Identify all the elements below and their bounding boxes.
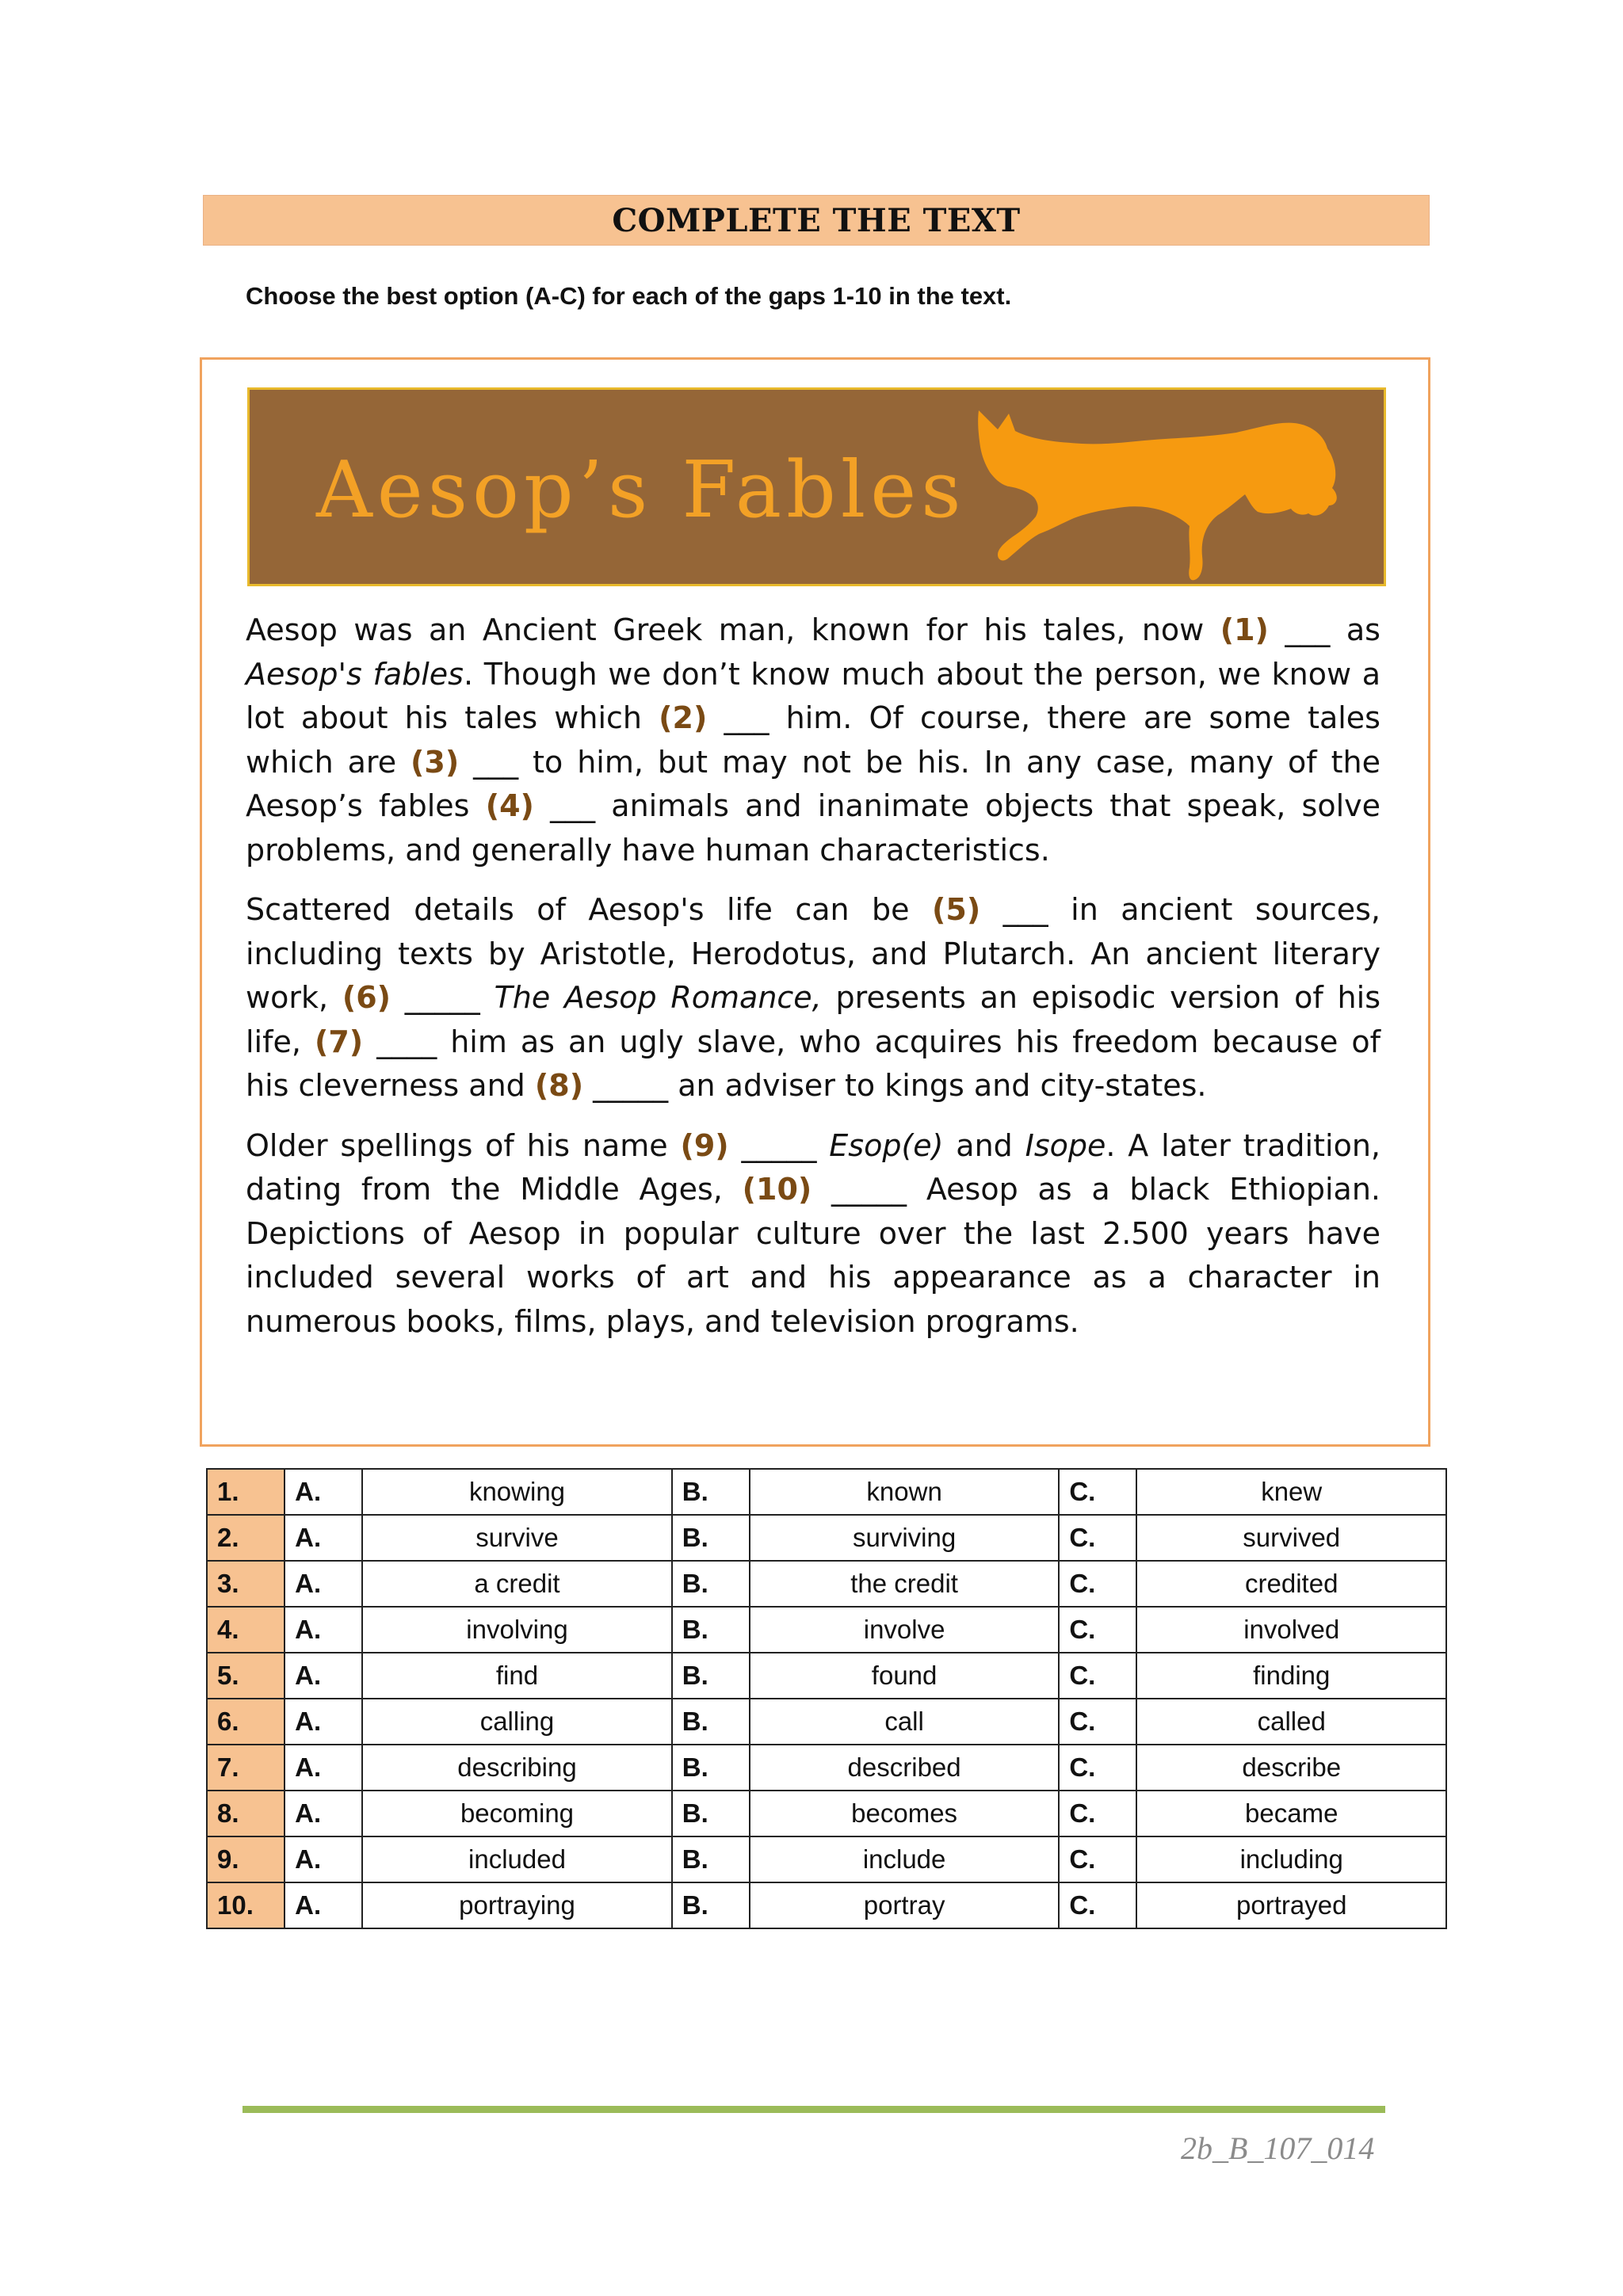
option-letter-b: B. [672,1561,750,1607]
gap-marker-3: (3) [411,744,460,780]
option-letter-a: A. [285,1745,362,1791]
italic-title: The Aesop Romance, [494,980,822,1015]
option-c: knew [1136,1469,1446,1515]
option-b: described [750,1745,1059,1791]
option-letter-a: A. [285,1882,362,1928]
option-b: becomes [750,1791,1059,1836]
question-number: 4. [207,1607,285,1653]
option-a: involving [362,1607,671,1653]
text-run: Older spellings of his name [246,1127,681,1163]
section-title: COMPLETE THE TEXT [612,201,1021,239]
question-number: 3. [207,1561,285,1607]
text-run: _____ Aesop as a black Ethiopian. Depictions of Aesop in popular culture over the last 2.500 years have included several works of art and his appearance as a character in numerous books, films, plays, and television programs. [246,1172,1381,1339]
option-c: portrayed [1136,1882,1446,1928]
option-letter-a: A. [285,1836,362,1882]
option-c: called [1136,1699,1446,1745]
italic-title: Aesop's fables [246,656,464,692]
option-letter-c: C. [1059,1607,1136,1653]
option-b: include [750,1836,1059,1882]
option-b: portray [750,1882,1059,1928]
option-letter-c: C. [1059,1836,1136,1882]
text-run: presents an episodic version of his life, [246,980,1381,1059]
gap-marker-6: (6) [342,980,391,1015]
option-a: survive [362,1515,671,1561]
text-run: . Though we don’t know much about the person, we know a lot about his tales which [246,656,1381,735]
option-c: involved [1136,1607,1446,1653]
answer-row [207,1745,1446,1791]
question-number: 6. [207,1699,285,1745]
worksheet-code: 2b_B_107_014 [1181,2130,1375,2166]
answer-row [207,1836,1446,1882]
instruction-text: Choose the best option (A-C) for each of the gaps 1-10 in the text. [246,282,1012,310]
option-letter-b: B. [672,1699,750,1745]
option-a: a credit [362,1561,671,1607]
option-letter-a: A. [285,1653,362,1699]
text-run: _____ an adviser to kings and city-states. [583,1068,1207,1103]
answer-row [207,1515,1446,1561]
answer-row [207,1653,1446,1699]
option-letter-a: A. [285,1607,362,1653]
paragraph-2 [246,888,1381,1108]
text-run: Scattered details of Aesop's life can be [246,892,933,927]
answer-row [207,1469,1446,1515]
option-letter-c: C. [1059,1469,1136,1515]
option-a: included [362,1836,671,1882]
paragraph-1 [246,608,1381,872]
gap-marker-9: (9) [680,1127,729,1163]
gap-marker-2: (2) [659,700,708,735]
option-c: including [1136,1836,1446,1882]
option-c: became [1136,1791,1446,1836]
question-number: 10. [207,1882,285,1928]
text-run: Aesop was an Ancient Greek man, known for his tales, now [246,612,1220,647]
gap-marker-1: (1) [1220,612,1269,647]
option-a: knowing [362,1469,671,1515]
gap-marker-7: (7) [314,1024,364,1059]
question-number: 5. [207,1653,285,1699]
question-number: 8. [207,1791,285,1836]
option-letter-b: B. [672,1515,750,1561]
option-b: known [750,1469,1059,1515]
option-letter-b: B. [672,1653,750,1699]
fox-silhouette-icon [963,395,1375,585]
text-run: ___ him. Of course, there are some tales which are [246,700,1381,780]
answer-row [207,1791,1446,1836]
text-run: _____ [391,980,495,1015]
option-letter-c: C. [1059,1653,1136,1699]
text-run: ___ in ancient sources, including texts by Aristotle, Herodotus, and Plutarch. An ancient literary work, [246,892,1381,1015]
option-letter-a: A. [285,1699,362,1745]
banner-title: Aesop’s Fables [316,445,966,536]
answer-row [207,1561,1446,1607]
answer-row [207,1607,1446,1653]
footer-divider [242,2106,1385,2113]
aesop-banner [247,387,1386,586]
option-letter-c: C. [1059,1882,1136,1928]
text-run: and [943,1127,1025,1163]
option-letter-b: B. [672,1607,750,1653]
option-letter-b: B. [672,1836,750,1882]
paragraph-3 [246,1124,1381,1344]
option-letter-c: C. [1059,1745,1136,1791]
option-c: survived [1136,1515,1446,1561]
option-a: portraying [362,1882,671,1928]
option-letter-c: C. [1059,1699,1136,1745]
gap-marker-5: (5) [932,892,981,927]
option-letter-b: B. [672,1745,750,1791]
option-letter-c: C. [1059,1561,1136,1607]
question-number: 1. [207,1469,285,1515]
option-c: credited [1136,1561,1446,1607]
option-letter-a: A. [285,1791,362,1836]
answer-row [207,1699,1446,1745]
gap-marker-10: (10) [742,1172,812,1207]
option-a: find [362,1653,671,1699]
option-b: call [750,1699,1059,1745]
question-number: 2. [207,1515,285,1561]
option-a: becoming [362,1791,671,1836]
gap-marker-4: (4) [485,788,534,823]
text-run: ____ him as an ugly slave, who acquires his freedom because of his cleverness and [246,1024,1381,1103]
text-run: . A later tradition, dating from the Middle Ages, [246,1127,1381,1207]
option-letter-a: A. [285,1515,362,1561]
question-number: 9. [207,1836,285,1882]
text-run: ___ as [1268,612,1381,647]
text-run: _____ [728,1127,830,1163]
text-run: ___ to him, but may not be his. In any case, many of the Aesop’s fables [246,744,1381,823]
answer-options-table [206,1468,1447,1929]
option-letter-b: B. [672,1791,750,1836]
option-b: involve [750,1607,1059,1653]
option-a: describing [362,1745,671,1791]
option-b: found [750,1653,1059,1699]
gap-marker-8: (8) [534,1068,584,1103]
option-letter-a: A. [285,1561,362,1607]
option-b: the credit [750,1561,1059,1607]
option-b: surviving [750,1515,1059,1561]
option-letter-c: C. [1059,1515,1136,1561]
section-title-bar [203,195,1430,246]
italic-name: Esop(e) [829,1127,944,1163]
option-letter-c: C. [1059,1791,1136,1836]
option-letter-b: B. [672,1469,750,1515]
option-c: finding [1136,1653,1446,1699]
option-letter-a: A. [285,1469,362,1515]
option-a: calling [362,1699,671,1745]
option-letter-b: B. [672,1882,750,1928]
italic-name: Isope [1025,1127,1106,1163]
option-c: describe [1136,1745,1446,1791]
text-run: ___ animals and inanimate objects that speak, solve problems, and generally have human characteristics. [246,788,1381,868]
question-number: 7. [207,1745,285,1791]
passage [246,608,1381,1360]
answer-row [207,1882,1446,1928]
